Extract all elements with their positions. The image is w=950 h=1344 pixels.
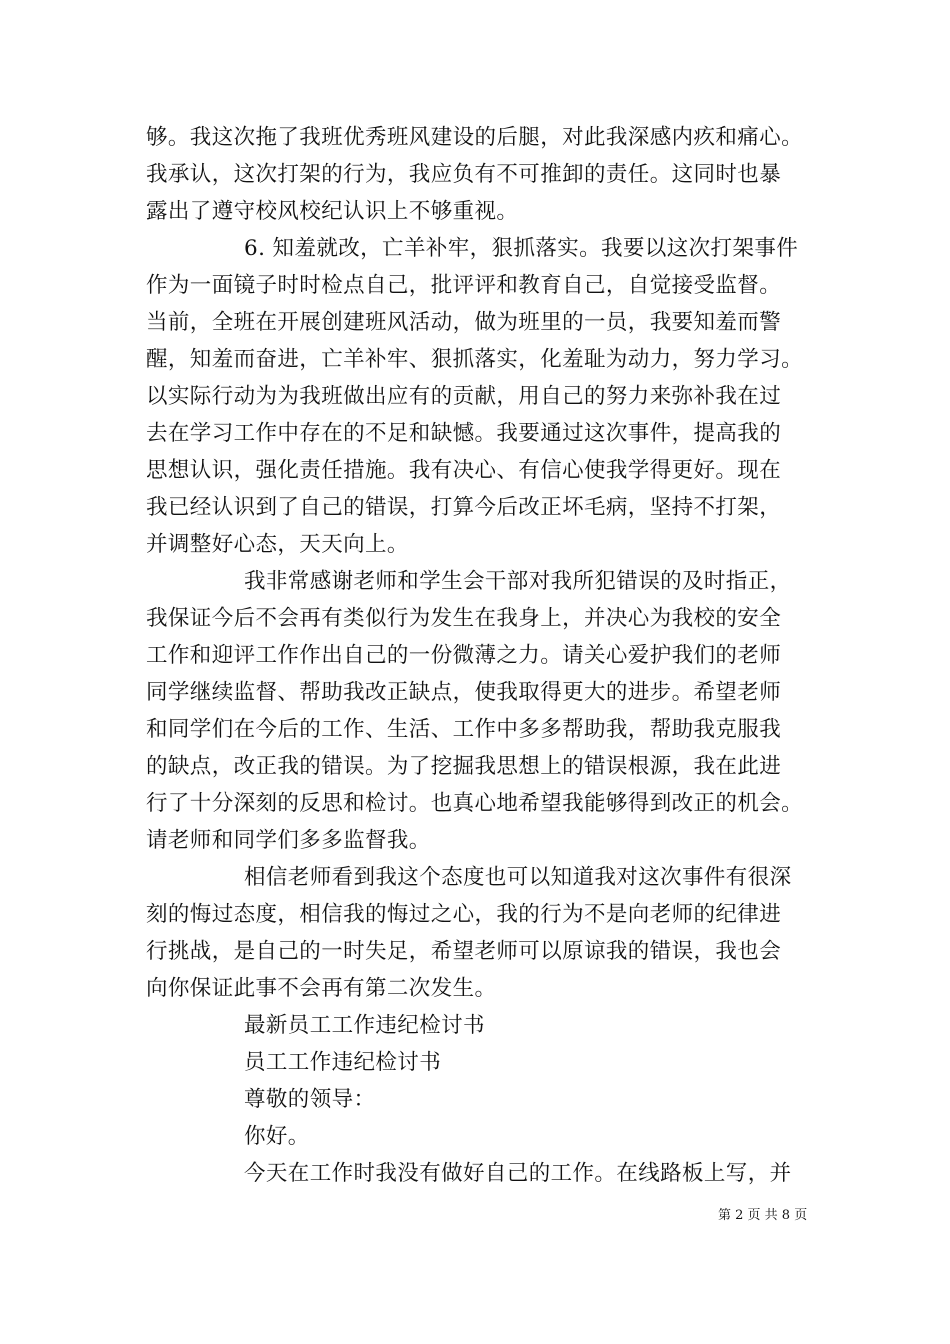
paragraph-line: 行了十分深刻的反思和检讨。也真心地希望我能够得到改正的机会。 — [146, 791, 804, 816]
paragraph-line: 够。我这次拖了我班优秀班风建设的后腿，对此我深感内疚和痛心。 — [146, 125, 804, 150]
page-number-footer: 第 2 页 共 8 页 — [718, 1208, 808, 1223]
paragraph-line: 向你保证此事不会再有第二次发生。 — [146, 976, 497, 1001]
salutation: 尊敬的领导： — [244, 1087, 376, 1112]
paragraph-line: 行挑战，是自己的一时失足，希望老师可以原谅我的错误，我也会 — [146, 939, 782, 964]
paragraph-line: 并调整好心态，天天向上。 — [146, 532, 409, 557]
paragraph-line: 思想认识，强化责任措施。我有决心、有信心使我学得更好。现在 — [146, 458, 782, 483]
paragraph-line: 和同学们在今后的工作、生活、工作中多多帮助我，帮助我克服我 — [146, 717, 782, 742]
paragraph-line: 我保证今后不会再有类似行为发生在我身上，并决心为我校的安全 — [146, 606, 782, 631]
paragraph-line: 作为一面镜子时时检点自己，批评评和教育自己，自觉接受监督。 — [146, 273, 782, 298]
paragraph-line: 的缺点，改正我的错误。为了挖掘我思想上的错误根源，我在此进 — [146, 754, 782, 779]
paragraph-line: 露出了遵守校风校纪认识上不够重视。 — [146, 199, 519, 224]
paragraph-line: 以实际行动为为我班做出应有的贡献，用自己的努力来弥补我在过 — [146, 384, 782, 409]
paragraph-line: 当前，全班在开展创建班风活动，做为班里的一员，我要知羞而警 — [146, 310, 782, 335]
section-heading: 最新员工工作违纪检讨书 — [244, 1013, 485, 1038]
paragraph-line: 我非常感谢老师和学生会干部对我所犯错误的及时指正， — [244, 569, 792, 594]
greeting: 你好。 — [244, 1124, 310, 1149]
section-subheading: 员工工作违纪检讨书 — [244, 1050, 442, 1075]
paragraph-line: 我已经认识到了自己的错误，打算今后改正坏毛病，坚持不打架， — [146, 495, 782, 520]
paragraph-line: 工作和迎评工作作出自己的一份微薄之力。请关心爱护我们的老师 — [146, 643, 782, 668]
paragraph-line: 今天在工作时我没有做好自己的工作。在线路板上写，并 — [244, 1161, 792, 1186]
paragraph-line: 请老师和同学们多多监督我。 — [146, 828, 431, 853]
paragraph-line: 相信老师看到我这个态度也可以知道我对这次事件有很深 — [244, 865, 792, 890]
paragraph-line: 刻的悔过态度，相信我的悔过之心，我的行为不是向老师的纪律进 — [146, 902, 782, 927]
paragraph-line: 我承认，这次打架的行为，我应负有不可推卸的责任。这同时也暴 — [146, 162, 782, 187]
paragraph-line: 同学继续监督、帮助我改正缺点，使我取得更大的进步。希望老师 — [146, 680, 782, 705]
paragraph-line: 醒，知羞而奋进，亡羊补牢、狠抓落实，化羞耻为动力，努力学习。 — [146, 347, 804, 372]
paragraph-line: 去在学习工作中存在的不足和缺憾。我要通过这次事件，提高我的 — [146, 421, 782, 446]
paragraph-line: 6. 知羞就改，亡羊补牢，狠抓落实。我要以这次打架事件 — [244, 236, 799, 261]
